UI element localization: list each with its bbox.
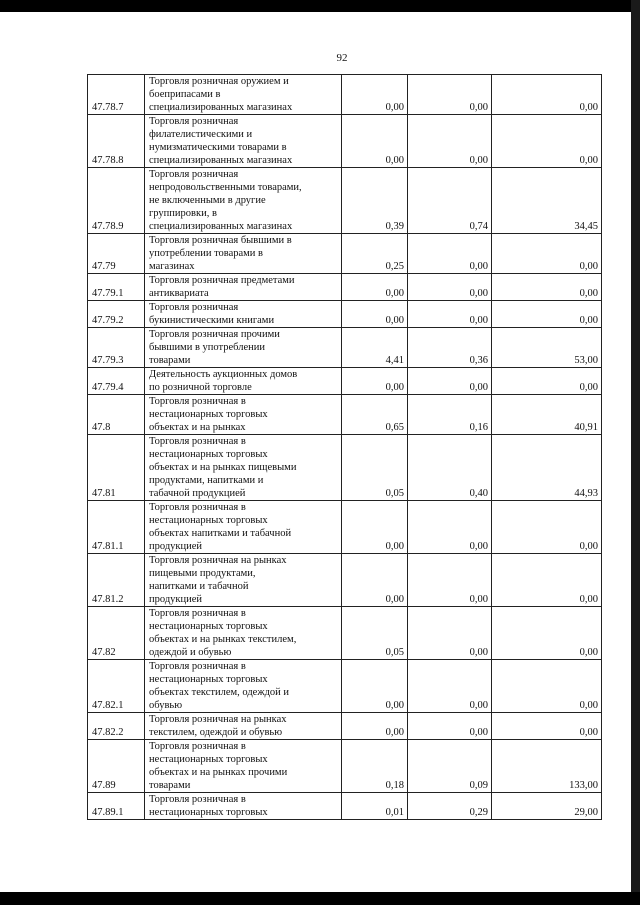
value-col-3-cell: 29,00 <box>492 793 602 820</box>
activity-code-cell: 47.89 <box>88 740 145 793</box>
value-col-2-cell: 0,00 <box>408 274 492 301</box>
table-row <box>88 395 602 435</box>
activity-code-cell: 47.79.4 <box>88 368 145 395</box>
value-col-3-cell: 0,00 <box>492 554 602 607</box>
value-col-2-cell: 0,00 <box>408 501 492 554</box>
value-col-1-cell: 0,05 <box>342 607 408 660</box>
activity-code-cell: 47.79.2 <box>88 301 145 328</box>
table-row <box>88 740 602 793</box>
activity-name-cell <box>145 554 342 607</box>
activity-name-cell <box>145 607 342 660</box>
activity-name-text: Деятельность аукционных домов по розничной торговле <box>149 369 298 393</box>
value-col-1-cell: 0,00 <box>342 713 408 740</box>
activity-table <box>87 74 602 820</box>
activity-name-cell <box>145 328 342 368</box>
value-col-2-cell: 0,36 <box>408 328 492 368</box>
activity-code-cell: 47.81 <box>88 435 145 501</box>
activity-code-cell: 47.89.1 <box>88 793 145 820</box>
scan-border-top <box>0 0 640 12</box>
value-col-1-cell: 0,39 <box>342 168 408 234</box>
activity-code-cell: 47.79 <box>88 234 145 274</box>
value-col-3-cell: 0,00 <box>492 301 602 328</box>
activity-code-cell: 47.81.1 <box>88 501 145 554</box>
value-col-2-cell: 0,29 <box>408 793 492 820</box>
value-col-1-cell: 0,01 <box>342 793 408 820</box>
activity-code-cell: 47.78.9 <box>88 168 145 234</box>
activity-code-cell: 47.81.2 <box>88 554 145 607</box>
activity-name-cell <box>145 274 342 301</box>
value-col-1-cell: 0,00 <box>342 554 408 607</box>
activity-name-text: Торговля розничная в нестационарных торговых объектах и на рынках <box>149 396 268 433</box>
activity-code-cell: 47.79.3 <box>88 328 145 368</box>
value-col-2-cell: 0,09 <box>408 740 492 793</box>
value-col-3-cell: 34,45 <box>492 168 602 234</box>
activity-name-cell <box>145 435 342 501</box>
value-col-3-cell: 0,00 <box>492 607 602 660</box>
table-row <box>88 660 602 713</box>
table-row <box>88 328 602 368</box>
value-col-1-cell: 0,25 <box>342 234 408 274</box>
activity-code-cell: 47.78.8 <box>88 115 145 168</box>
activity-name-cell <box>145 501 342 554</box>
value-col-2-cell: 0,00 <box>408 660 492 713</box>
value-col-3-cell: 53,00 <box>492 328 602 368</box>
value-col-1-cell: 0,00 <box>342 75 408 115</box>
activity-name-cell <box>145 234 342 274</box>
value-col-2-cell: 0,00 <box>408 75 492 115</box>
activity-name-cell <box>145 713 342 740</box>
value-col-1-cell: 0,00 <box>342 115 408 168</box>
table-row <box>88 501 602 554</box>
value-col-2-cell: 0,00 <box>408 607 492 660</box>
activity-name-text: Торговля розничная филателистическими и нумизматическими товарами в специализированных магазинах <box>149 116 293 166</box>
activity-name-text: Торговля розничная непродовольственными товарами, не включенными в другие группировки, в специализированных магазинах <box>149 169 302 232</box>
activity-name-text: Торговля розничная в нестационарных торговых <box>149 794 268 818</box>
activity-name-text: Торговля розничная предметами антиквариата <box>149 275 295 299</box>
value-col-2-cell: 0,00 <box>408 368 492 395</box>
activity-code-cell: 47.8 <box>88 395 145 435</box>
activity-code-cell: 47.82 <box>88 607 145 660</box>
scan-border-right <box>631 0 640 905</box>
value-col-1-cell: 0,65 <box>342 395 408 435</box>
activity-table-body <box>88 75 602 820</box>
value-col-2-cell: 0,74 <box>408 168 492 234</box>
table-row <box>88 301 602 328</box>
table-row <box>88 554 602 607</box>
activity-name-text: Торговля розничная прочими бывшими в употреблении товарами <box>149 329 280 366</box>
activity-name-cell <box>145 740 342 793</box>
activity-name-cell <box>145 168 342 234</box>
value-col-1-cell: 0,00 <box>342 501 408 554</box>
value-col-3-cell: 0,00 <box>492 115 602 168</box>
activity-name-text: Торговля розничная в нестационарных торговых объектах и на рынках текстилем, одеждой и обувью <box>149 608 297 658</box>
value-col-3-cell: 0,00 <box>492 234 602 274</box>
table-row <box>88 793 602 820</box>
value-col-2-cell: 0,00 <box>408 234 492 274</box>
table-row <box>88 234 602 274</box>
activity-name-cell <box>145 368 342 395</box>
table-row <box>88 168 602 234</box>
activity-name-text: Торговля розничная букинистическими книгами <box>149 302 275 326</box>
value-col-2-cell: 0,00 <box>408 301 492 328</box>
value-col-3-cell: 40,91 <box>492 395 602 435</box>
table-row <box>88 435 602 501</box>
table-row <box>88 368 602 395</box>
value-col-3-cell: 133,00 <box>492 740 602 793</box>
value-col-1-cell: 0,18 <box>342 740 408 793</box>
scan-border-bottom <box>0 892 640 905</box>
activity-name-cell <box>145 660 342 713</box>
table-row <box>88 713 602 740</box>
activity-code-cell: 47.82.2 <box>88 713 145 740</box>
value-col-2-cell: 0,00 <box>408 115 492 168</box>
value-col-1-cell: 0,00 <box>342 301 408 328</box>
activity-name-text: Торговля розничная в нестационарных торговых объектах напитками и табачной продукцией <box>149 502 292 552</box>
value-col-2-cell: 0,00 <box>408 713 492 740</box>
value-col-3-cell: 0,00 <box>492 274 602 301</box>
value-col-2-cell: 0,00 <box>408 554 492 607</box>
activity-name-cell <box>145 115 342 168</box>
activity-name-text: Торговля розничная бывшими в употреблении товарами в магазинах <box>149 235 292 272</box>
value-col-1-cell: 0,00 <box>342 660 408 713</box>
table-row <box>88 75 602 115</box>
value-col-3-cell: 0,00 <box>492 660 602 713</box>
value-col-3-cell: 0,00 <box>492 75 602 115</box>
activity-code-cell: 47.79.1 <box>88 274 145 301</box>
value-col-1-cell: 0,00 <box>342 368 408 395</box>
activity-name-text: Торговля розничная в нестационарных торговых объектах текстилем, одеждой и обувью <box>149 661 290 711</box>
activity-name-text: Торговля розничная в нестационарных торговых объектах и на рынках пищевыми продуктами, напитками и табачной продукцией <box>149 436 297 499</box>
table-row <box>88 115 602 168</box>
value-col-3-cell: 0,00 <box>492 713 602 740</box>
value-col-2-cell: 0,16 <box>408 395 492 435</box>
value-col-1-cell: 4,41 <box>342 328 408 368</box>
value-col-3-cell: 0,00 <box>492 501 602 554</box>
table-row <box>88 274 602 301</box>
value-col-1-cell: 0,00 <box>342 274 408 301</box>
activity-code-cell: 47.78.7 <box>88 75 145 115</box>
page-number: 92 <box>336 52 348 64</box>
activity-name-text: Торговля розничная оружием и боеприпасами в специализированных магазинах <box>149 76 293 113</box>
activity-code-cell: 47.82.1 <box>88 660 145 713</box>
activity-name-cell <box>145 793 342 820</box>
activity-name-text: Торговля розничная на рынках текстилем, одеждой и обувью <box>149 714 287 738</box>
activity-name-cell <box>145 301 342 328</box>
value-col-2-cell: 0,40 <box>408 435 492 501</box>
activity-name-text: Торговля розничная в нестационарных торговых объектах и на рынках прочими товарами <box>149 741 288 791</box>
value-col-3-cell: 0,00 <box>492 368 602 395</box>
activity-name-cell <box>145 75 342 115</box>
table-row <box>88 607 602 660</box>
activity-name-text: Торговля розничная на рынках пищевыми продуктами, напитками и табачной продукцией <box>149 555 287 605</box>
value-col-3-cell: 44,93 <box>492 435 602 501</box>
activity-name-cell <box>145 395 342 435</box>
value-col-1-cell: 0,05 <box>342 435 408 501</box>
